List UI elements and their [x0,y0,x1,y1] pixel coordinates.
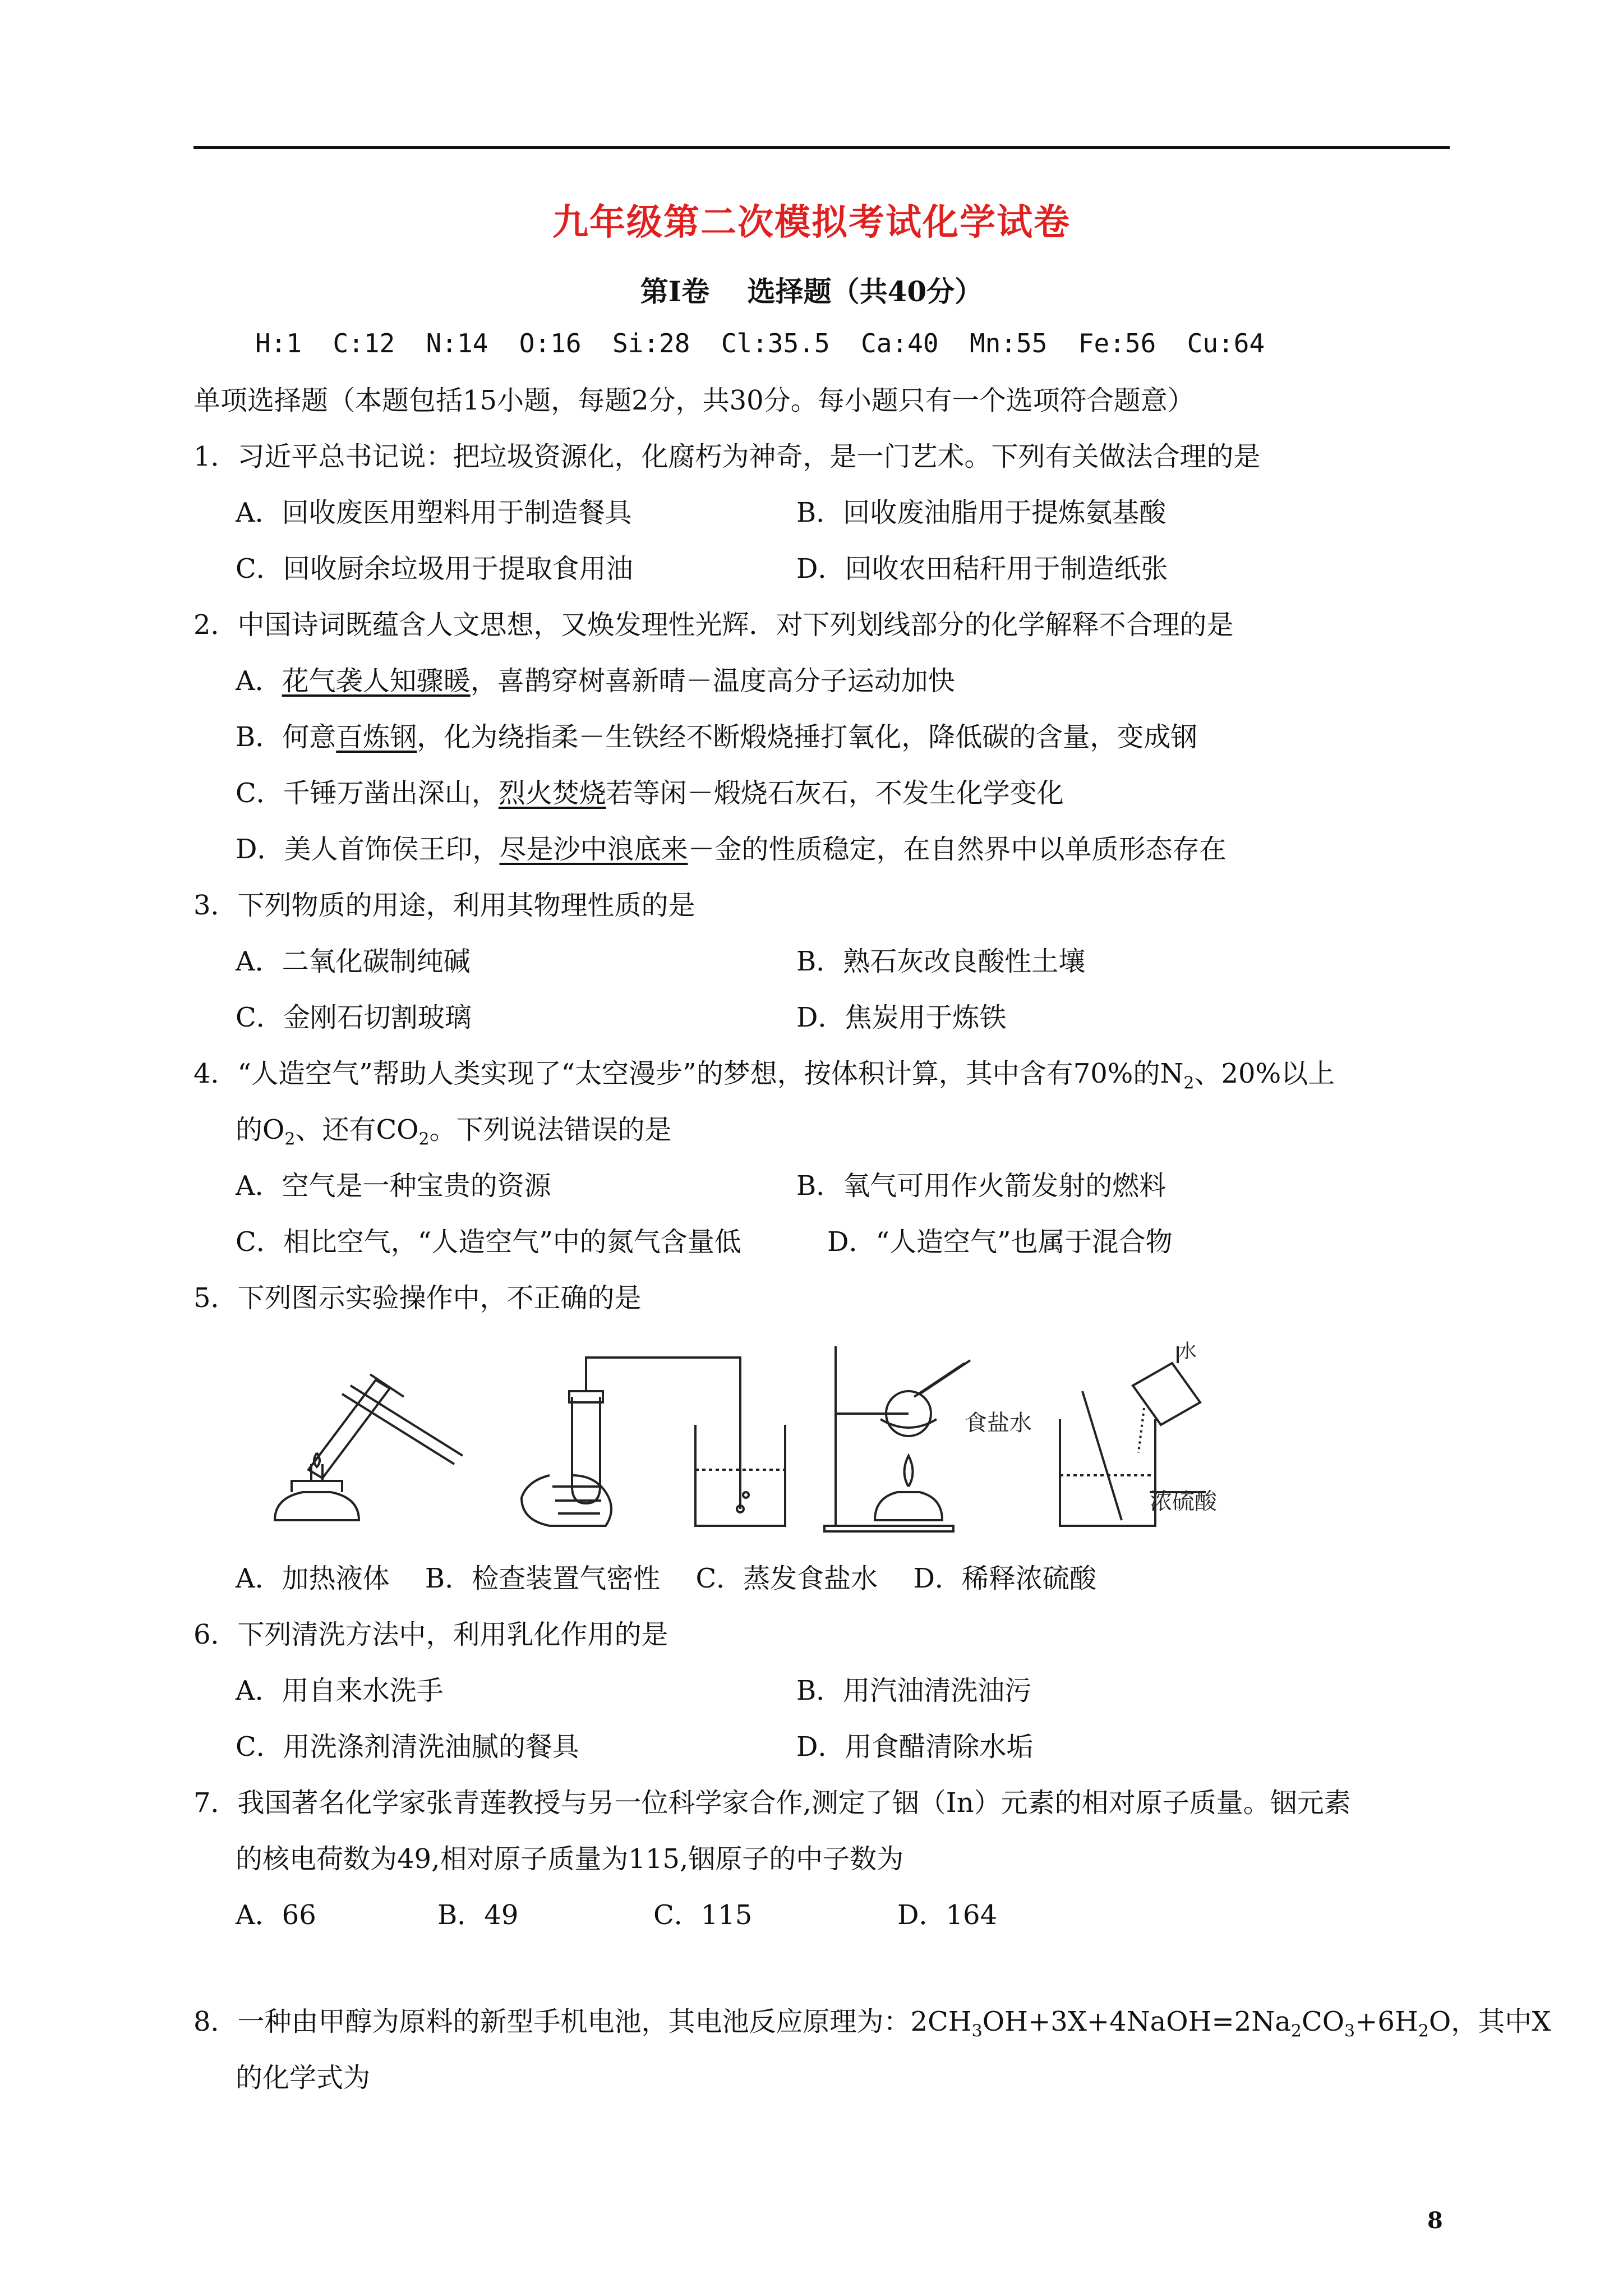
question-3-stem: 3．下列物质的用途，利用其物理性质的是 [193,890,695,921]
question-1-option-a: A．回收废医用塑料用于制造餐具 [236,497,632,528]
stem-text: 的O [236,1114,285,1145]
question-4-option-b: B．氧气可用作火箭发射的燃料 [796,1170,1166,1202]
question-2-stem: 2．中国诗词既蕴含人文思想，又焕发理性光辉．对下列划线部分的化学解释不合理的是 [193,609,1234,641]
question-8-stem-line2: 的化学式为 [236,2062,371,2093]
option-text: 若等闲－煅烧石灰石，不发生化学变化 [606,777,1064,809]
stem-text: 4．“人造空气”帮助人类实现了“太空漫步”的梦想，按体积计算，其中含有70%的N [193,1058,1184,1089]
underlined-phrase: 百炼钢 [336,721,417,753]
stem-text: +6H [1355,2006,1418,2037]
underlined-phrase: 尽是沙中浪底来 [499,834,688,865]
underlined-phrase: 烈火焚烧 [498,777,606,809]
question-7-option-c: C．115 [653,1899,753,1931]
question-3-option-d: D．焦炭用于炼铁 [796,1002,1007,1033]
option-text: ，化为绕指柔－生铁经不断煅烧捶打氧化，降低碳的含量，变成钢 [417,721,1198,753]
question-2-option-a [236,665,955,697]
section-intro: 单项选择题（本题包括15小题，每题2分，共30分。每小题只有一个选项符合题意） [193,385,1195,416]
subscript: 3 [1344,2021,1355,2041]
question-4-option-c: C．相比空气，“人造空气”中的氮气含量低 [236,1226,741,1258]
salt-water-label: 食盐水 [965,1410,1032,1436]
question-3-option-b: B．熟石灰改良酸性土壤 [796,946,1086,977]
stem-text: 、20%以上 [1194,1058,1335,1089]
option-prefix: D．美人首饰侯王印， [236,834,500,865]
question-1-stem: 1．习近平总书记说：把垃圾资源化，化腐朽为神奇，是一门艺术。下列有关做法合理的是 [193,441,1261,472]
question-6-option-b: B．用汽油清洗油污 [796,1675,1032,1706]
question-1-option-d: D．回收农田秸秆用于制造纸张 [796,553,1168,585]
water-label: 水 [1178,1341,1197,1363]
question-8-stem-line1 [193,2008,1551,2040]
question-4-option-d: D．“人造空气”也属于混合物 [827,1226,1173,1258]
question-7-option-d: D．164 [897,1899,998,1931]
option-prefix: B．何意 [236,721,336,753]
question-7-option-b: B．49 [437,1899,519,1931]
question-2-option-c [236,777,1064,809]
question-5-figure [258,1341,1223,1543]
subscript: 2 [1183,1073,1195,1093]
stem-text: OH+3X+4NaOH=2Na [982,2006,1291,2037]
subscript: 2 [1290,2021,1302,2041]
question-6-stem: 6．下列清洗方法中，利用乳化作用的是 [193,1619,668,1650]
question-2-option-d [236,836,1227,863]
question-1-option-c: C．回收厨余垃圾用于提取食用油 [236,553,633,585]
option-prefix: A． [236,665,282,697]
stem-text: 、还有CO [295,1114,419,1145]
subscript: 2 [418,1129,430,1149]
stem-text: CO [1301,2006,1345,2037]
lab-apparatus-illustration [258,1341,1223,1543]
stem-text: 。下列说法错误的是 [429,1114,672,1145]
subscript: 3 [971,2021,983,2041]
atomic-masses: H:1 C:12 N:14 O:16 Si:28 Cl:35.5 Ca:40 Mn:55 Fe:56 Cu:64 [255,328,1265,358]
airtightness-check-illustration [522,1358,785,1526]
subscript: 2 [284,1129,296,1149]
evaporation-illustration [824,1346,970,1531]
question-5-options: A．加热液体 B．检查装置气密性 C．蒸发食盐水 D．稀释浓硫酸 [236,1563,1096,1594]
page-number: 8 [1427,2207,1443,2234]
question-3-option-a: A．二氧化碳制纯碱 [236,946,471,977]
question-7-stem-line2: 的核电荷数为49,相对原子质量为115,铟原子的中子数为 [236,1843,904,1875]
header-rule [193,146,1450,149]
option-text: －金的性质稳定，在自然界中以单质形态存在 [688,834,1227,865]
subscript: 2 [1418,2021,1429,2041]
question-6-option-c: C．用洗涤剂清洗油腻的餐具 [236,1731,579,1763]
question-6-option-a: A．用自来水洗手 [236,1675,444,1706]
question-4-option-a: A．空气是一种宝贵的资源 [236,1170,551,1202]
section-subtitle: 第Ⅰ卷 选择题（共40分） [640,275,983,308]
option-prefix: C．千锤万凿出深山， [236,777,499,809]
question-1-option-b: B．回收废油脂用于提炼氨基酸 [796,497,1166,528]
stem-text: 8．一种由甲醇为原料的新型手机电池，其电池反应原理为：2CH [193,2006,972,2037]
question-6-option-d: D．用食醋清除水垢 [796,1731,1034,1763]
heating-liquid-illustration [275,1374,463,1520]
page-title: 九年级第二次模拟考试化学试卷 [552,201,1071,243]
option-text: ，喜鹊穿树喜新晴－温度高分子运动加快 [470,665,955,697]
question-7-option-a: A．66 [236,1899,316,1931]
question-4-stem-line1 [193,1060,1335,1092]
question-2-option-b [236,721,1198,753]
question-5-stem: 5．下列图示实验操作中，不正确的是 [193,1282,642,1314]
question-4-stem-line2 [236,1116,672,1148]
question-3-option-c: C．金刚石切割玻璃 [236,1002,472,1033]
question-7-stem-line1: 7．我国著名化学家张青莲教授与另一位科学家合作,测定了铟（In）元素的相对原子质量。铟元素 [193,1787,1351,1819]
stem-text: O，其中X [1428,2006,1551,2037]
concentrated-acid-label: 浓硫酸 [1150,1489,1217,1515]
underlined-phrase: 花气袭人知骤暖 [282,665,471,697]
